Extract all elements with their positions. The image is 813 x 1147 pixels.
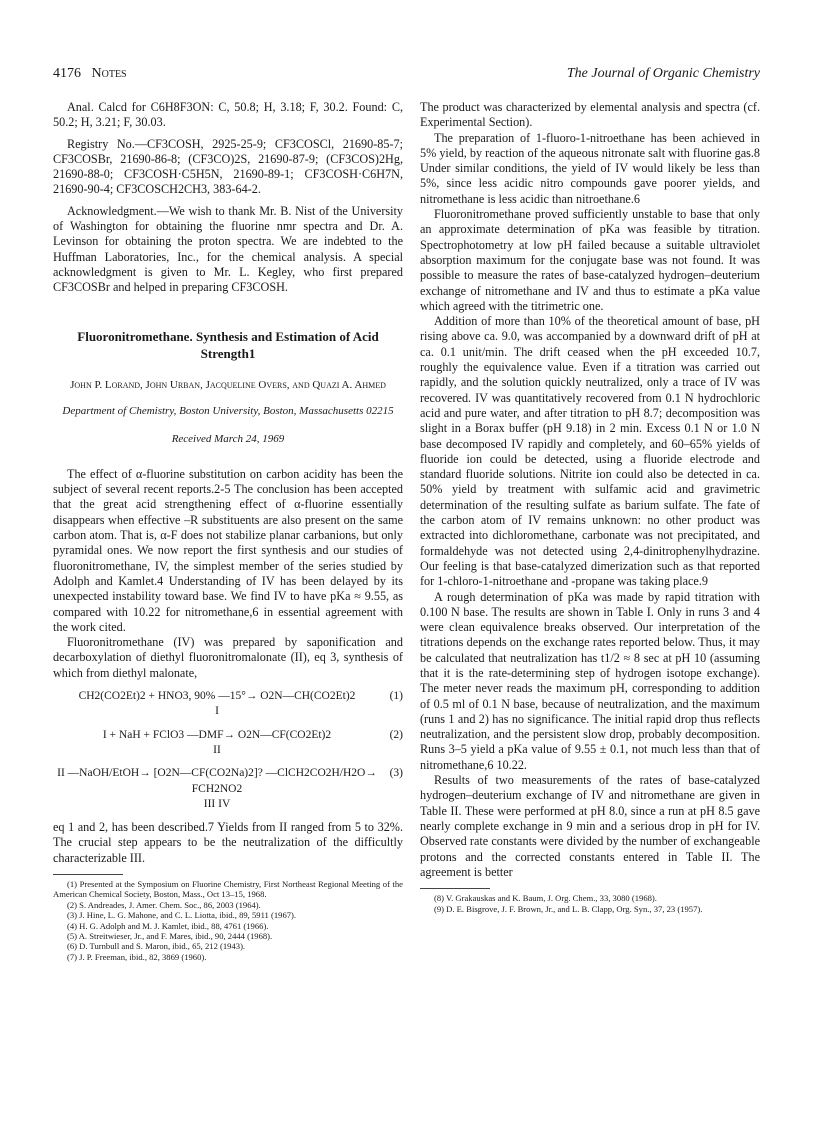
equation-2: I + NaH + FClO3 —DMF→ O2N—CF(CO2Et)2 II (2) (102, 728, 403, 756)
section-name: Notes (91, 66, 127, 81)
footnotes-right (420, 893, 760, 914)
footnote: (8) V. Grakauskas and K. Baum, J. Org. Chem., 33, 3080 (1968). (434, 893, 657, 904)
page-number: 4176 (53, 66, 81, 81)
registry-numbers: Registry No.—CF3COSH, 2925-25-9; CF3COSCl, 21690-85-7; CF3COSBr, 21690-86-8; (CF3CO)2S, 21690-87-9; (CF3COS)2Hg, 21690-88-0; CF3COSH·C5H5N, 21690-89-1; CF3COSH·C6H7N, 21690-90-4; CF3COSCH2CH3, 383-64-2. (53, 136, 403, 197)
footnote: (1) Presented at the Symposium on Fluorine Chemistry, First Northeast Regional Meeting of the American Chemical Society, Boston, Mass., Oct 13–15, 1968. (53, 878, 403, 900)
footnote: (5) A. Streitwieser, Jr., and F. Mares, ibid., 90, 2444 (1968). (67, 931, 273, 942)
footnote: (2) S. Andreades, J. Amer. Chem. Soc., 86, 2003 (1964). (67, 899, 261, 910)
body-paragraph-1: The effect of α-fluorine substitution on carbon acidity has been the subject of several recent reports.2-5 The conclusion has been accepted that the great acid strengthening effect of α-fluorine essentially disappears when effective –R substituents are also present on the same carbon atom. That is, α-F does not stabilize planar carbanions, but only pyramidal ones. We now report the first synthesis and our studies of fluoronitromethane, IV, the simplest member of the series studied by Adolph and Kamlet.4 Understanding of IV has been delayed by its unexpected instability toward base. We find IV to have pKa ≈ 9.55, as compared with 10.22 for nitromethane,6 in essential agreement with the work cited. (53, 466, 403, 634)
body-paragraph-8: A rough determination of pKa was made by rapid titration with 0.100 N base. The results are shown in Table I. Only in runs 3 and 4 were clean equivalence breaks observed. Our interpretation of the titrations depends on the exchange rates reported below. Thus, it may be calculated that neutralization has t1/2 ≈ 8 sec at pH 10 (assuming that it is the rate-determining step of hydrogen isotope exchange). The meter never reads the maximum pH, corresponding to addition of 0.5 ml of 0.1 N base, because of neutralization, and the maximum (runs 1 and 2) has no significance. The initial rapid drop thus reflects neutralization, and the persistent slow drop, probably decomposition. Runs 3–5 yield a pKa value of 9.55 ± 0.1, not much less than that of nitromethane,6 10.22. (420, 589, 760, 772)
journal-name: The Journal of Organic Chemistry (566, 66, 760, 81)
acknowledgment: Acknowledgment.—We wish to thank Mr. B. Nist of the University of Washington for obtaining the fluorine nmr spectra and Dr. A. Levinson for obtaining the proton spectra. We are indebted to the Huffman Laboratories, Inc., for the chemical analysis. A special acknowledgment is given to Mr. L. Kegley, who first prepared CF3COSBr and helped in preparing CF3COSH. (53, 203, 403, 295)
footnote: (6) D. Turnbull and S. Maron, ibid., 65, 212 (1943). (67, 941, 246, 952)
body-paragraph-9: Results of two measurements of the rates of base-catalyzed hydrogen–deuterium exchange of IV and nitromethane are given in Table II. These were performed at pH 8.0, since a run at pH 8.5 gave nearly complete exchange in 9 min and a serious drop in pH for IV. Observed rate constants were divided by the number of exchangeable protons and the corrected constants entered in Table II. The agreement is better (420, 773, 760, 879)
running-header (53, 66, 760, 84)
footnotes-left (53, 879, 403, 962)
body-paragraph-2: Fluoronitromethane (IV) was prepared by saponification and decarboxylation of diethyl fluoronitromalonate (II), eq 3, synthesis of which from diethyl malonate, (53, 635, 403, 680)
right-column (420, 100, 760, 914)
analysis-text: Anal. Calcd for C6H8F3ON: C, 50.8; H, 3.18; F, 30.2. Found: C, 50.2; H, 3.21; F, 30.03. (53, 100, 403, 130)
body-paragraph-3: eq 1 and 2, has been described.7 Yields from II ranged from 5 to 32%. The crucial step appears to be the neutralization of the difficultly characterizable III. (53, 820, 403, 865)
equation-1: CH2(CO2Et)2 + HNO3, 90% —15°→ O2N—CH(CO2Et)2 I (1) (78, 690, 403, 718)
received-date: Received March 24, 1969 (171, 432, 285, 445)
body-paragraph-5: The preparation of 1-fluoro-1-nitroethane has been achieved in 5% yield, by reaction of the aqueous nitronate salt with fluorine gas.8 Under similar conditions, the yield of IV would likely be less than 5%, since less acidic nitro compounds gave poorer yields, and nitromethane is less acidic than nitroethane.6 (420, 130, 760, 206)
footnote-divider (420, 888, 490, 889)
article-authors: John P. Lorand, John Urban, Jacqueline Overs, and Quazi A. Ahmed (70, 378, 386, 391)
footnote: (9) D. E. Bisgrove, J. F. Brown, Jr., and L. B. Clapp, Org. Syn., 37, 23 (1957). (434, 903, 703, 914)
left-column (53, 100, 403, 962)
footnote-divider (53, 874, 123, 875)
footnote: (4) H. G. Adolph and M. J. Kamlet, ibid., 88, 4761 (1966). (67, 920, 269, 931)
equation-3: II —NaOH/EtOH→ [O2N—CF(CO2Na)2]? —ClCH2CO2H/H2O→ FCH2NO2 III IV (3) (57, 767, 403, 810)
article-title: Fluoronitromethane. Synthesis and Estimation of Acid Strength1 (77, 328, 379, 361)
body-paragraph-6: Fluoronitromethane proved sufficiently unstable to base that only an approximate determination of pKa was feasible by titration. Spectrophotometry at low pH failed because a suitable ultraviolet absorption maximum for the conjugate base was not found. It was possible to measure the rates of base-catalyzed hydrogen–deuterium exchange of nitromethane and IV and thus to estimate a pKa value which agreed with the titrimetric one. (420, 207, 760, 313)
article-affiliation: Department of Chemistry, Boston University, Boston, Massachusetts 02215 (62, 404, 394, 417)
body-paragraph-4: The product was characterized by elemental analysis and spectra (cf. Experimental Section). (420, 100, 760, 130)
footnote: (3) J. Hine, L. G. Mahone, and C. L. Liotta, ibid., 89, 5911 (1967). (67, 910, 297, 921)
body-paragraph-7: Addition of more than 10% of the theoretical amount of base, pH rising above ca. 9.0, was accompanied by a downward drift of pH at ca. 0.1 unit/min. The drift ceased when the pH exceeded 10.7, roughly the equivalence value. Even if a titration was carried out rapidly, and the solution quickly neutralized, only a trace of IV was recovered. IV was quantitatively recovered from 0.1 N hydrochloric acid and pure water, and after titration to pH 8.7; decomposition was slight in a Borax buffer (pH 9.18) in 2 min. Excess 0.1 N or 1.0 N base decomposed IV rapidly and completely, and 60–65% yields of fluoride ion could be detected, using a fluoride electrode and standard fluoride solutions. Nitrite ion could also be detected in ca. 50% yield by treatment with sulfamic acid and gravimetric determination of the resulting sulfate as barium sulfate. The fate of the carbon atom of IV remains unknown: no other product was extracted into dichloromethane, carbonate was not precipitated, and formaldehyde was not detected using 2,4-dinitrophenylhydrazine. Our feeling is that base-catalyzed dimerization such as that reported for 1-chloro-1-nitroethane and -propane was taking place.9 (420, 314, 760, 589)
footnote: (7) J. P. Freeman, ibid., 82, 3869 (1960). (67, 951, 207, 962)
